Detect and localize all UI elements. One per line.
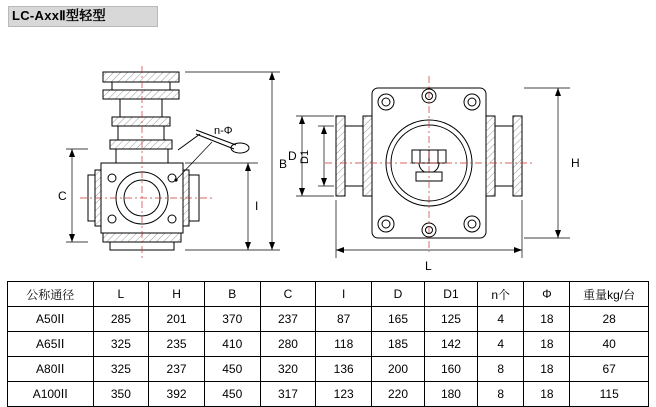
header-I: I <box>316 282 372 307</box>
cell-D1: 160 <box>424 357 477 382</box>
cell-C: 317 <box>260 382 316 407</box>
drawing-svg <box>0 30 656 278</box>
cell-D1: 180 <box>424 382 477 407</box>
header-D: D <box>372 282 425 307</box>
label-D: D <box>288 149 297 163</box>
cell-B: 410 <box>204 332 260 357</box>
spec-table <box>7 281 649 407</box>
table-row <box>8 307 649 332</box>
header-H: H <box>149 282 205 307</box>
cell-phi: 18 <box>524 357 570 382</box>
label-I: I <box>255 199 259 213</box>
cell-D: 220 <box>372 382 425 407</box>
cell-C: 320 <box>260 357 316 382</box>
cell-L: 325 <box>93 332 149 357</box>
label-H: H <box>571 156 580 170</box>
cell-weight: 67 <box>570 357 649 382</box>
label-D1: D1 <box>299 149 311 164</box>
cell-nominal-diameter: A65ⅠⅠ <box>8 332 94 357</box>
cell-L: 285 <box>93 307 149 332</box>
table-row <box>8 332 649 357</box>
cell-B: 450 <box>204 357 260 382</box>
cell-L: 325 <box>93 357 149 382</box>
label-n-phi: n-Φ <box>214 125 233 137</box>
cell-D: 200 <box>372 357 425 382</box>
cell-phi: 18 <box>524 382 570 407</box>
spec-table-body <box>8 307 649 407</box>
cell-I: 118 <box>316 332 372 357</box>
header-nominal-diameter: 公称通径 <box>8 282 94 307</box>
cell-C: 280 <box>260 332 316 357</box>
header-L: L <box>93 282 149 307</box>
cell-B: 370 <box>204 307 260 332</box>
cell-I: 87 <box>316 307 372 332</box>
cell-n: 4 <box>477 332 523 357</box>
cell-D: 165 <box>372 307 425 332</box>
cell-n: 8 <box>477 357 523 382</box>
cell-nominal-diameter: A100ⅠⅠ <box>8 382 94 407</box>
header-weight: 重量kg/台 <box>570 282 649 307</box>
cell-nominal-diameter: A50ⅠⅠ <box>8 307 94 332</box>
cell-weight: 115 <box>570 382 649 407</box>
cell-L: 350 <box>93 382 149 407</box>
header-D1: D1 <box>424 282 477 307</box>
cell-B: 450 <box>204 382 260 407</box>
cell-weight: 28 <box>570 307 649 332</box>
header-B: B <box>204 282 260 307</box>
header-phi: Φ <box>524 282 570 307</box>
cell-n: 8 <box>477 382 523 407</box>
header-C: C <box>260 282 316 307</box>
cell-weight: 40 <box>570 332 649 357</box>
header-n: n个 <box>477 282 523 307</box>
label-B: B <box>279 157 288 171</box>
label-C: C <box>58 189 67 203</box>
cell-I: 136 <box>316 357 372 382</box>
cell-C: 237 <box>260 307 316 332</box>
cell-D1: 125 <box>424 307 477 332</box>
cell-D1: 142 <box>424 332 477 357</box>
table-row <box>8 357 649 382</box>
cell-H: 235 <box>149 332 205 357</box>
cell-H: 237 <box>149 357 205 382</box>
cell-phi: 18 <box>524 307 570 332</box>
left-view <box>88 72 249 250</box>
cell-phi: 18 <box>524 332 570 357</box>
cell-I: 123 <box>316 382 372 407</box>
page-title: LC-AxxⅡ型轻型 <box>12 8 106 23</box>
cell-nominal-diameter: A80ⅠⅠ <box>8 357 94 382</box>
table-header-row <box>8 282 649 307</box>
cell-D: 185 <box>372 332 425 357</box>
table-row <box>8 382 649 407</box>
label-L: L <box>425 259 432 273</box>
cell-H: 201 <box>149 307 205 332</box>
spec-table-head <box>8 282 649 307</box>
technical-drawing <box>0 30 656 278</box>
cell-n: 4 <box>477 307 523 332</box>
cell-H: 392 <box>149 382 205 407</box>
